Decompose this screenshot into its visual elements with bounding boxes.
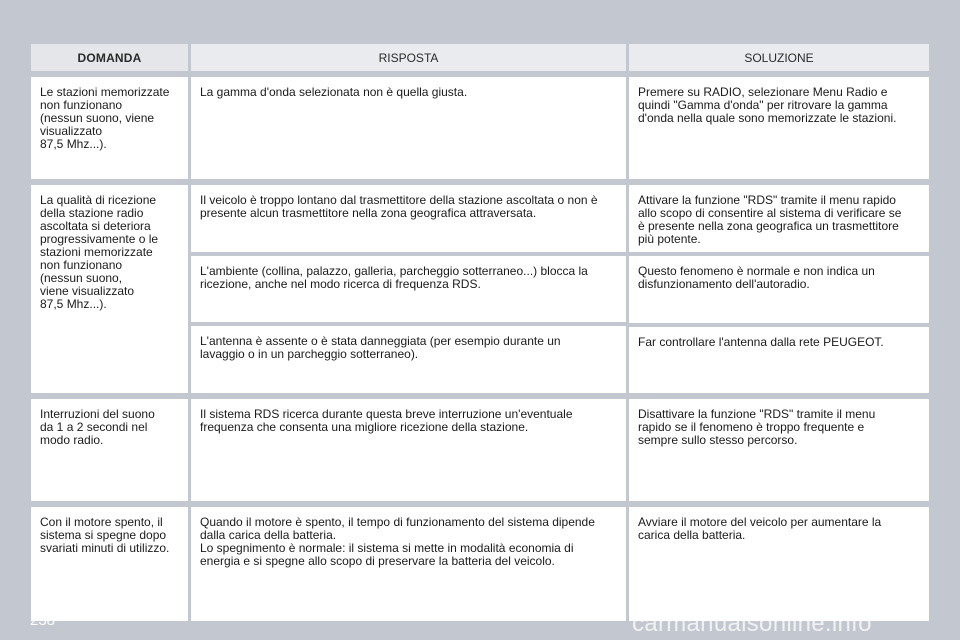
solution-cell: Disattivare la funzione "RDS" tramite il menu rapido se il fenomeno è troppo frequente e sempre sullo stesso percorso.: [629, 399, 929, 501]
answer-cell: L'ambiente (collina, palazzo, galleria, parcheggio sotterraneo...) blocca la ricezione, anche nel modo ricerca di frequenza RDS.: [191, 256, 626, 323]
solution-cell: Attivare la funzione "RDS" tramite il menu rapido allo scopo di consentire al sistema di verificare se è presente nella zona geografica un trasmettitore più potente.: [629, 185, 929, 252]
solution-cell: Questo fenomeno è normale e non indica un disfunzionamento dell'autoradio.: [629, 256, 929, 323]
header-solution: SOLUZIONE: [629, 44, 929, 71]
question-cell: La qualità di ricezione della stazione radio ascoltata si deteriora progressivamente o le stazioni memorizzate non funzionano (nessun suono, viene visualizzato 87,5 Mhz...).: [31, 185, 188, 393]
table-row: [31, 507, 929, 621]
troubleshooting-table: [31, 44, 929, 621]
solution-cell: Premere su RADIO, selezionare Menu Radio e quindi "Gamma d'onda" per ritrovare la gamma d'onda nella quale sono memorizzate le stazioni.: [629, 77, 929, 179]
page-number: 238: [30, 612, 56, 629]
solution-cell: Avviare il motore del veicolo per aumentare la carica della batteria.: [629, 507, 929, 621]
solution-cell: Far controllare l'antenna dalla rete PEUGEOT.: [629, 327, 929, 394]
answer-cell: Il veicolo è troppo lontano dal trasmettitore della stazione ascoltata o non è presente alcun trasmettitore nella zona geografica attraversata.: [191, 185, 626, 252]
question-cell: Interruzioni del suono da 1 a 2 secondi nel modo radio.: [31, 399, 188, 501]
solution-column: [629, 185, 929, 393]
answer-column: [191, 185, 626, 393]
table-row: [31, 399, 929, 501]
answer-cell: Quando il motore è spento, il tempo di funzionamento del sistema dipende dalla carica della batteria. Lo spegnimento è normale: il sistema si mette in modalità economia di energia e si spegne allo scopo di preservare la batteria del veicolo.: [191, 507, 626, 621]
question-cell: Con il motore spento, il sistema si spegne dopo svariati minuti di utilizzo.: [31, 507, 188, 621]
watermark: carmanualsonline.info: [632, 610, 872, 637]
header-answer: RISPOSTA: [191, 44, 626, 71]
answer-cell: L'antenna è assente o è stata danneggiata (per esempio durante un lavaggio o in un parcheggio sotterraneo).: [191, 326, 626, 393]
answer-cell: La gamma d'onda selezionata non è quella giusta.: [191, 77, 626, 179]
answer-cell: Il sistema RDS ricerca durante questa breve interruzione un'eventuale frequenza che consenta una migliore ricezione della stazione.: [191, 399, 626, 501]
header-question: DOMANDA: [31, 44, 188, 71]
table-row: [31, 77, 929, 179]
question-cell: Le stazioni memorizzate non funzionano (nessun suono, viene visualizzato 87,5 Mhz...).: [31, 77, 188, 179]
table-row: [31, 185, 929, 393]
